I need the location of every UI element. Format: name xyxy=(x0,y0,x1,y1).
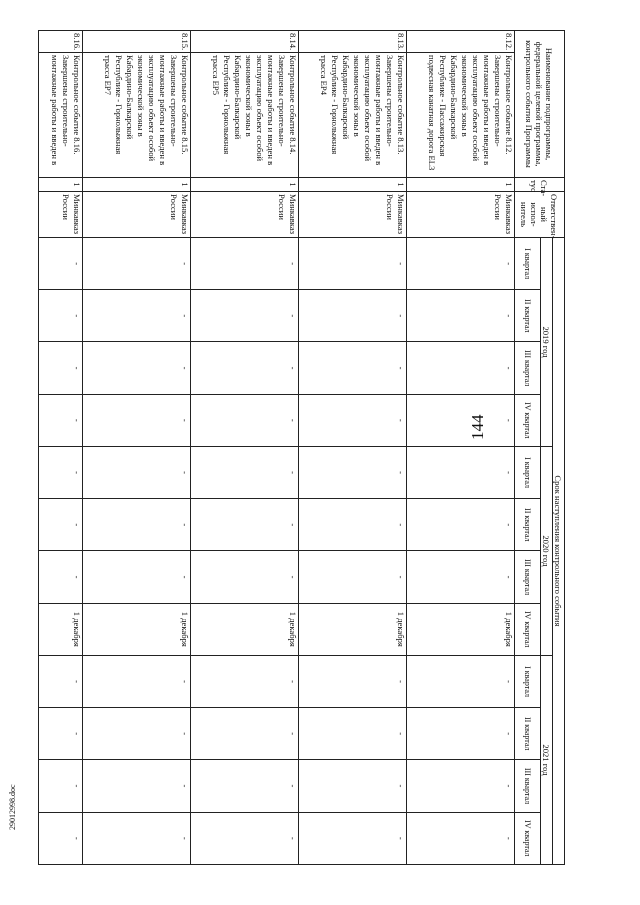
row-number: 8.16. xyxy=(39,31,83,53)
header-quarter: II квартал xyxy=(515,290,541,342)
event-name-cell xyxy=(83,53,191,178)
page-number: 144 xyxy=(468,414,487,440)
event-title: Контрольное событие 8.13. xyxy=(396,55,406,155)
quarter-cell: - xyxy=(407,394,515,446)
quarter-cell: - xyxy=(191,238,299,290)
quarter-cell: - xyxy=(83,551,191,603)
quarter-cell: - xyxy=(299,238,407,290)
event-title: Контрольное событие 8.16. xyxy=(72,55,82,155)
event-description: Завершены строительно-монтажные работы и введен в xyxy=(50,55,71,166)
quarter-cell: - xyxy=(83,499,191,551)
quarter-cell: 1 декабря xyxy=(191,603,299,655)
quarter-cell: - xyxy=(191,812,299,864)
table-row xyxy=(299,31,407,865)
header-status: Ста-тус xyxy=(515,178,565,192)
header-year-2021: 2021 год xyxy=(541,655,553,864)
quarter-cell: - xyxy=(407,760,515,812)
status-cell: 1 xyxy=(299,178,407,192)
quarter-cell: - xyxy=(299,708,407,760)
quarter-cell: - xyxy=(39,394,83,446)
quarter-cell: - xyxy=(407,551,515,603)
event-name-cell xyxy=(39,53,83,178)
quarter-cell: - xyxy=(39,812,83,864)
table-body xyxy=(39,31,515,865)
quarter-cell: - xyxy=(407,499,515,551)
quarter-cell: - xyxy=(191,708,299,760)
quarter-cell: - xyxy=(299,655,407,707)
quarter-cell: - xyxy=(83,760,191,812)
control-events-table xyxy=(38,30,565,865)
quarter-cell: - xyxy=(407,238,515,290)
quarter-cell: - xyxy=(191,290,299,342)
header-quarter: III квартал xyxy=(515,760,541,812)
event-title: Контрольное событие 8.15. xyxy=(180,55,190,155)
event-description: Завершены строительно-монтажные работы и введен в эксплуатацию объект особой экономической зоны в Кабардино-Балкарской Республике - Горнолыжная трасса ЕР4 xyxy=(319,55,395,166)
header-quarter: II квартал xyxy=(515,499,541,551)
status-cell: 1 xyxy=(407,178,515,192)
status-cell: 1 xyxy=(191,178,299,192)
quarter-cell: - xyxy=(83,394,191,446)
header-year-2019: 2019 год xyxy=(541,238,553,447)
quarter-cell: - xyxy=(299,290,407,342)
rotated-table-container xyxy=(50,30,565,865)
event-name-cell xyxy=(407,53,515,178)
event-name-cell xyxy=(299,53,407,178)
quarter-cell: - xyxy=(191,446,299,498)
quarter-cell: - xyxy=(39,655,83,707)
event-name-cell xyxy=(191,53,299,178)
header-quarter: IV квартал xyxy=(515,603,541,655)
quarter-cell: 1 декабря xyxy=(83,603,191,655)
header-quarter: IV квартал xyxy=(515,812,541,864)
table-row xyxy=(83,31,191,865)
quarter-cell: - xyxy=(39,499,83,551)
header-quarter: III квартал xyxy=(515,551,541,603)
quarter-cell: - xyxy=(191,342,299,394)
header-deadline: Срок наступления контрольного события xyxy=(553,238,565,865)
event-description: Завершены строительно-монтажные работы и введен в эксплуатацию объект особой экономической зоны в Кабардино-Балкарской Республике - Горнолыжная трасса ЕР5 xyxy=(211,55,287,166)
quarter-cell: - xyxy=(83,655,191,707)
table-row xyxy=(191,31,299,865)
responsible-cell: Минкавказ России xyxy=(407,192,515,238)
quarter-cell: - xyxy=(39,446,83,498)
quarter-cell: - xyxy=(299,446,407,498)
quarter-cell: - xyxy=(407,708,515,760)
quarter-cell: - xyxy=(299,342,407,394)
quarter-cell: 1 декабря xyxy=(407,603,515,655)
header-quarter: I квартал xyxy=(515,446,541,498)
quarter-cell: - xyxy=(407,290,515,342)
event-description: Завершены строительно-монтажные работы и введен в эксплуатацию объект особой экономической зоны в Кабардино-Балкарской Республике - Горнолыжная трасса ЕР7 xyxy=(103,55,179,166)
row-number: 8.12. xyxy=(407,31,515,53)
quarter-cell: - xyxy=(191,551,299,603)
quarter-cell: - xyxy=(299,499,407,551)
row-number: 8.13. xyxy=(299,31,407,53)
quarter-cell: - xyxy=(299,394,407,446)
quarter-cell: - xyxy=(191,655,299,707)
quarter-cell: - xyxy=(83,812,191,864)
quarter-cell: - xyxy=(407,812,515,864)
quarter-cell: - xyxy=(39,551,83,603)
header-quarter: IV квартал xyxy=(515,394,541,446)
header-quarter: I квартал xyxy=(515,238,541,290)
header-quarter: III квартал xyxy=(515,342,541,394)
quarter-cell: - xyxy=(299,760,407,812)
quarter-cell: - xyxy=(83,708,191,760)
header-quarter: II квартал xyxy=(515,708,541,760)
event-description: Завершены строительно-монтажные работы и введен в эксплуатацию объект особой экономической зоны в Кабардино-Балкарской Республике - Пассажирская подвесная канатная дорога ЕL3 xyxy=(427,55,503,171)
row-number: 8.14. xyxy=(191,31,299,53)
quarter-cell: - xyxy=(39,290,83,342)
quarter-cell: 1 декабря xyxy=(299,603,407,655)
quarter-cell: - xyxy=(191,499,299,551)
quarter-cell: - xyxy=(407,655,515,707)
table-row xyxy=(407,31,515,865)
quarter-cell: - xyxy=(299,812,407,864)
event-title: Контрольное событие 8.12. xyxy=(504,55,514,155)
responsible-cell: Минкавказ России xyxy=(191,192,299,238)
quarter-cell: - xyxy=(83,238,191,290)
quarter-cell: - xyxy=(191,394,299,446)
quarter-cell: - xyxy=(83,446,191,498)
header-name: Наименование подпрограммы, федеральной целевой программы, контрольного события Программы xyxy=(515,31,565,178)
quarter-cell: - xyxy=(39,708,83,760)
header-year-2020: 2020 год xyxy=(541,446,553,655)
header-quarter: I квартал xyxy=(515,655,541,707)
quarter-cell: - xyxy=(39,238,83,290)
quarter-cell: - xyxy=(407,446,515,498)
quarter-cell: 1 декабря xyxy=(39,603,83,655)
status-cell: 1 xyxy=(83,178,191,192)
quarter-cell: - xyxy=(39,760,83,812)
row-number: 8.15. xyxy=(83,31,191,53)
quarter-cell: - xyxy=(299,551,407,603)
responsible-cell: Минкавказ России xyxy=(83,192,191,238)
quarter-cell: - xyxy=(83,290,191,342)
quarter-cell: - xyxy=(407,342,515,394)
quarter-cell: - xyxy=(83,342,191,394)
header-responsible: Ответствен-ный испол-нитель xyxy=(515,192,565,238)
table-row xyxy=(39,31,83,865)
quarter-cell: - xyxy=(39,342,83,394)
responsible-cell: Минкавказ России xyxy=(299,192,407,238)
event-title: Контрольное событие 8.14. xyxy=(288,55,298,155)
document-id: 29012998.doc xyxy=(8,784,17,830)
status-cell: 1 xyxy=(39,178,83,192)
quarter-cell: - xyxy=(191,760,299,812)
responsible-cell: Минкавказ России xyxy=(39,192,83,238)
